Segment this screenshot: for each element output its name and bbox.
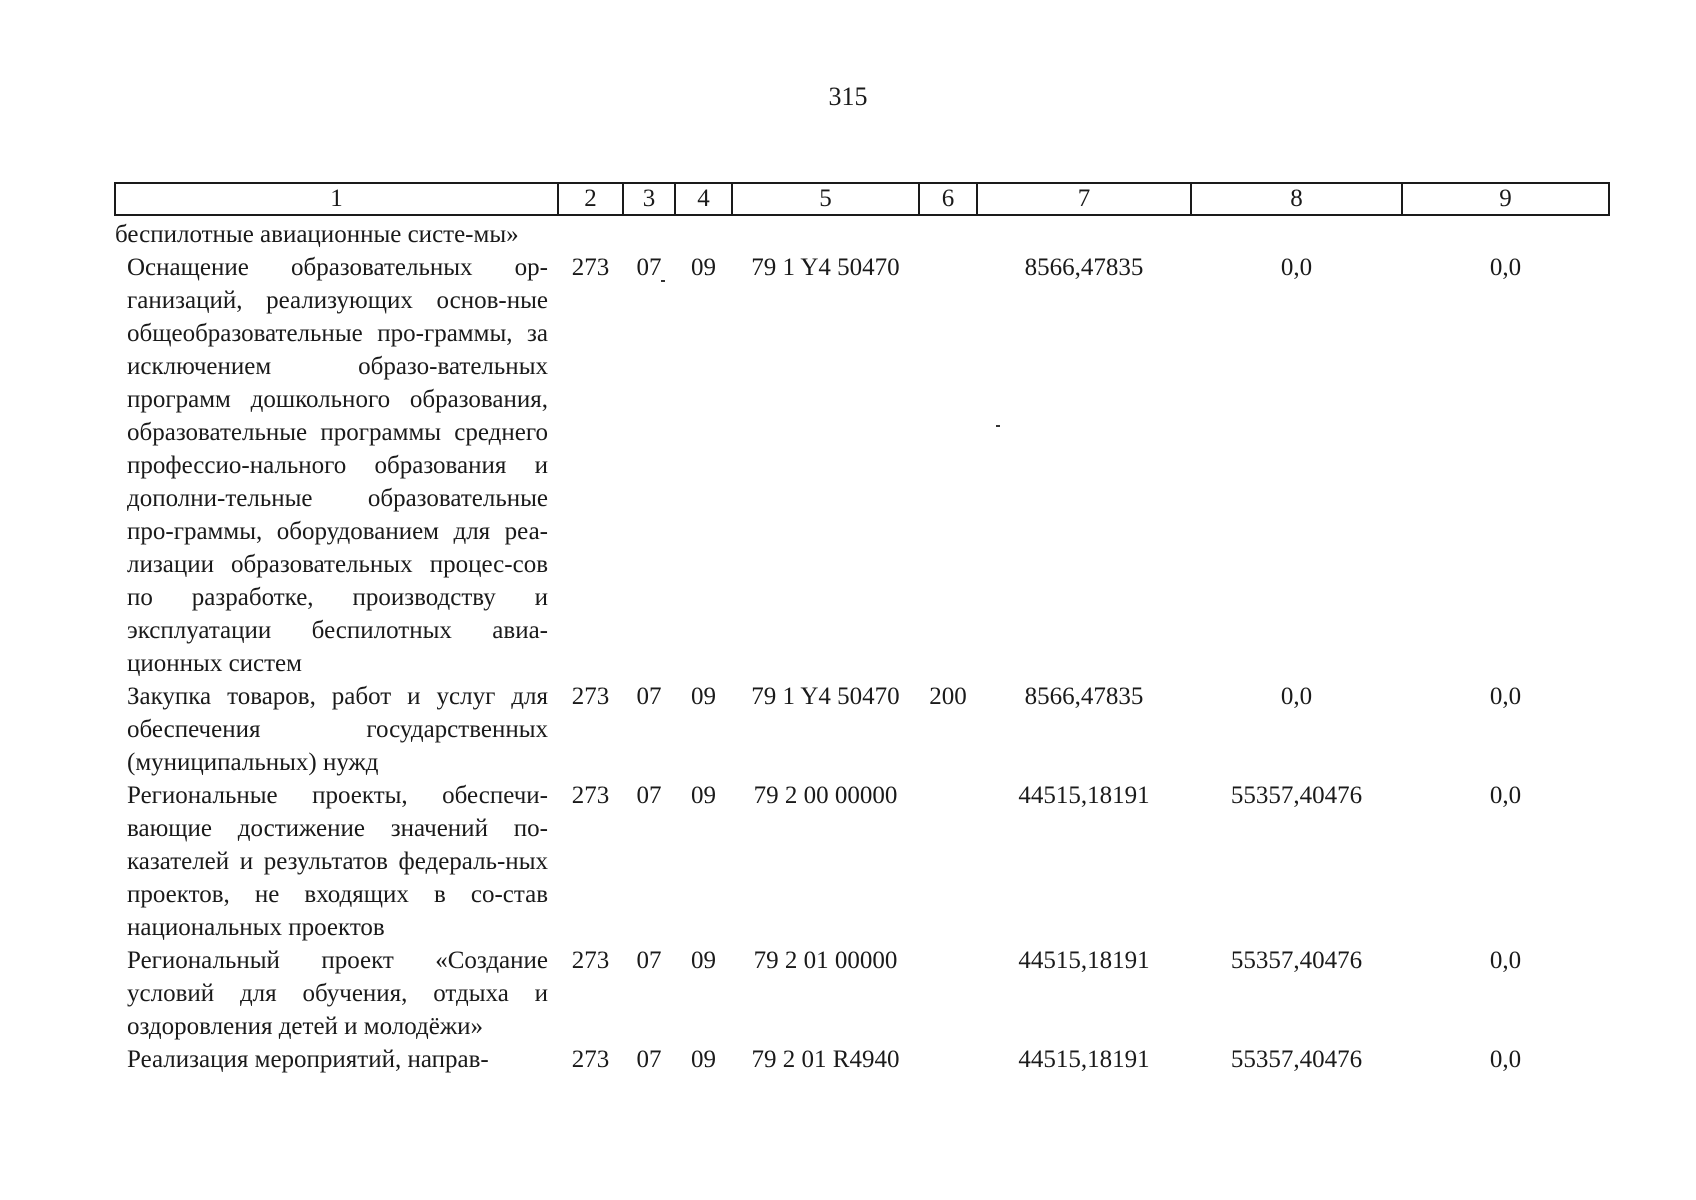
table-row xyxy=(115,680,1609,779)
row-c5: 79 2 01 00000 xyxy=(753,947,898,974)
row-c2: 273 xyxy=(571,254,610,281)
row-c6: 200 xyxy=(929,683,967,710)
header-col-5: 5 xyxy=(732,183,919,215)
page-number: 315 xyxy=(828,82,868,111)
row-c2: 273 xyxy=(571,1046,610,1073)
header-col-1: 1 xyxy=(115,183,558,215)
row-c6 xyxy=(919,215,977,251)
table-row xyxy=(115,251,1609,680)
header-col-2: 2 xyxy=(558,183,623,215)
row-c4: 09 xyxy=(691,782,716,809)
row-c3: 07 xyxy=(636,947,662,974)
row-c8: 55357,40476 xyxy=(1230,1046,1363,1073)
row-c7: 44515,18191 xyxy=(1018,1046,1150,1073)
row-c9: 0,0 xyxy=(1489,254,1522,281)
row-name: Реализация мероприятий, направ- xyxy=(127,1046,489,1073)
row-c4: 09 xyxy=(691,1046,716,1073)
row-c8: 55357,40476 xyxy=(1230,782,1363,809)
row-c7: 44515,18191 xyxy=(1018,947,1150,974)
header-col-8: 8 xyxy=(1191,183,1402,215)
header-row xyxy=(115,183,1609,215)
row-c3: 07 xyxy=(636,1046,662,1073)
header-col-9: 9 xyxy=(1402,183,1609,215)
row-c9: 0,0 xyxy=(1489,1046,1522,1073)
row-c7: 8566,47835 xyxy=(1024,254,1144,281)
row-c3: 07 xyxy=(636,254,662,281)
scan-speck xyxy=(996,425,1000,427)
row-c4 xyxy=(675,215,732,251)
row-c7 xyxy=(977,215,1191,251)
row-c5 xyxy=(732,215,919,251)
row-c3: 07 xyxy=(636,683,662,710)
row-c9 xyxy=(1402,215,1609,251)
row-c3: 07 xyxy=(636,782,662,809)
row-c4: 09 xyxy=(691,947,716,974)
row-c6 xyxy=(919,1043,977,1076)
scan-speck xyxy=(661,280,665,282)
table-row xyxy=(115,215,1609,251)
row-c2: 273 xyxy=(571,683,610,710)
row-name: Оснащение образовательных ор-ганизаций, реализующих основ-ные общеобразовательные про-граммы, за исключением образо-вательных программ дошкольного образования, образовательные программы среднего профессио-нального образования и дополни-тельные образовательные про-граммы, оборудованием для реа-лизации образовательных процес-сов по разработке, производству и эксплуатации беспилотных авиа-ционных систем xyxy=(127,254,548,677)
row-c7: 44515,18191 xyxy=(1018,782,1150,809)
row-c3 xyxy=(623,215,675,251)
header-col-4: 4 xyxy=(675,183,732,215)
row-c6 xyxy=(919,251,977,680)
row-c9: 0,0 xyxy=(1489,683,1522,710)
row-c8: 0,0 xyxy=(1280,683,1313,710)
row-c4: 09 xyxy=(691,254,716,281)
row-c5: 79 1 Y4 50470 xyxy=(751,683,900,710)
table-row xyxy=(115,779,1609,944)
row-c6 xyxy=(919,779,977,944)
row-c2 xyxy=(558,215,623,251)
row-c2: 273 xyxy=(571,782,610,809)
row-name: Региональные проекты, обеспечи-вающие достижение значений по-казателей и результатов федераль-ных проектов, не входящих в со-став национальных проектов xyxy=(127,782,548,941)
budget-table xyxy=(114,182,1610,1076)
row-c5: 79 2 01 R4940 xyxy=(751,1046,900,1073)
row-c9: 0,0 xyxy=(1489,782,1522,809)
row-name: Закупка товаров, работ и услуг для обеспечения государственных (муниципальных) нужд xyxy=(127,683,548,776)
row-c8: 0,0 xyxy=(1280,254,1313,281)
row-c7: 8566,47835 xyxy=(1024,683,1144,710)
row-name: беспилотные авиационные систе-мы» xyxy=(115,221,519,248)
header-col-6: 6 xyxy=(919,183,977,215)
row-c2: 273 xyxy=(571,947,610,974)
table-header xyxy=(115,183,1609,215)
row-c6 xyxy=(919,944,977,1043)
table-body xyxy=(115,215,1609,1076)
header-col-7: 7 xyxy=(977,183,1191,215)
row-c5: 79 1 Y4 50470 xyxy=(751,254,900,281)
table-row xyxy=(115,944,1609,1043)
table-row xyxy=(115,1043,1609,1076)
row-c8 xyxy=(1191,215,1402,251)
row-c4: 09 xyxy=(691,683,716,710)
row-c9: 0,0 xyxy=(1489,947,1522,974)
row-name: Региональный проект «Создание условий для обучения, отдыха и оздоровления детей и молодёжи» xyxy=(127,947,548,1040)
row-c5: 79 2 00 00000 xyxy=(753,782,898,809)
header-col-3: 3 xyxy=(623,183,675,215)
row-c8: 55357,40476 xyxy=(1230,947,1363,974)
